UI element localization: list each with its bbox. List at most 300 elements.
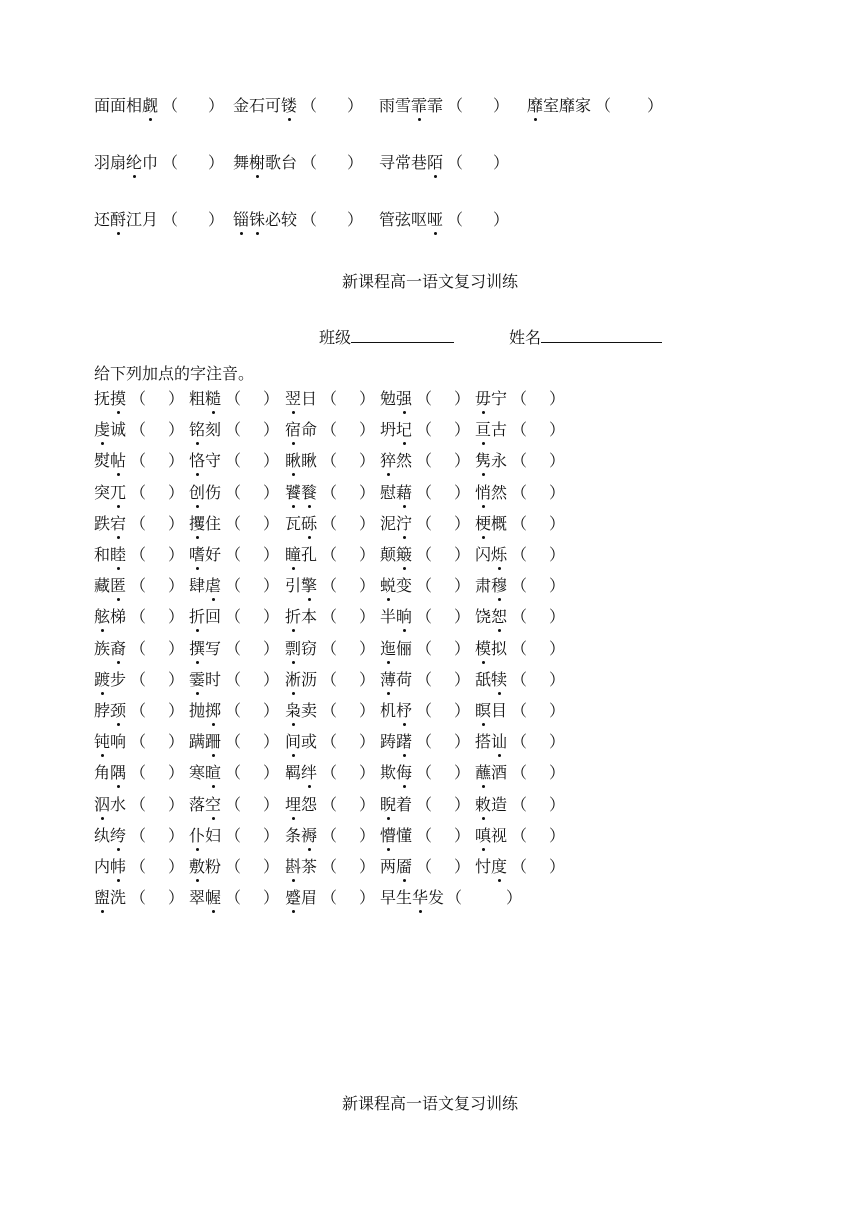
term-char: 熨 [94,451,111,470]
word-item [94,389,126,409]
answer-paren: （ [511,639,528,658]
answer-paren: （ [511,826,528,845]
answer-paren: （ [511,670,528,689]
dotted-char: 创 [189,483,206,502]
dotted-char: 铭 [189,420,206,439]
word-item [380,701,412,721]
dotted-char: 颈 [110,701,127,720]
answer-paren: ） [168,514,185,533]
word-item [94,420,126,440]
term-char: 必 [265,210,282,229]
term-char: 水 [110,795,127,814]
answer-paren: ） [168,451,185,470]
answer-paren: ） [549,857,566,876]
word-item [380,732,412,752]
term-text [475,483,507,502]
answer-paren: ） [347,153,364,172]
word-item [285,732,317,752]
answer-paren: ） [647,96,664,115]
dotted-char: 埋 [285,795,302,814]
term-char: 霏 [427,96,444,115]
answer-paren: （ [130,545,147,564]
word-item [189,888,221,908]
answer-paren: ） [359,514,376,533]
dotted-char: 瞑 [475,701,492,720]
word-item [380,576,412,596]
word-item [380,826,412,846]
answer-paren: ） [208,96,225,115]
idiom-item [527,96,591,116]
answer-paren: （ [416,420,433,439]
dotted-char: 虐 [205,576,222,595]
dotted-char: 蜕 [380,576,397,595]
term-text [94,96,158,115]
term-char: 还 [94,210,111,229]
answer-paren: ） [208,153,225,172]
term-char: 粗 [189,389,206,408]
term-text [233,210,297,229]
term-char: 角 [94,763,111,782]
term-char: 写 [205,639,222,658]
dotted-char: 宿 [285,420,302,439]
answer-paren: （ [321,607,338,626]
word-item [94,451,126,471]
answer-paren: ） [263,545,280,564]
term-char: 舐 [475,670,492,689]
dotted-char: 瞳 [285,545,302,564]
term-text [285,545,317,564]
term-text [475,732,507,751]
word-item [380,607,412,627]
term-char: 伤 [205,483,222,502]
term-text [233,96,297,115]
answer-paren: （ [130,607,147,626]
word-item [285,607,317,627]
term-text [380,826,412,845]
term-char: 孔 [301,545,318,564]
dotted-char: 攫 [189,514,206,533]
answer-paren: ） [263,763,280,782]
term-char: 颠 [380,545,397,564]
term-char: 落 [189,795,206,814]
dotted-char: 讪 [491,732,508,751]
word-item [189,701,221,721]
answer-paren: （ [416,795,433,814]
word-item [94,701,126,721]
dotted-char: 幄 [205,888,222,907]
term-text [380,639,412,658]
answer-paren: ） [454,607,471,626]
term-char: 相 [126,96,143,115]
word-item [475,732,507,752]
term-text [285,514,317,533]
term-char: 石 [249,96,266,115]
term-text [285,732,317,751]
word-item [475,826,507,846]
term-char: 饶 [475,607,492,626]
term-char: 早 [380,888,397,907]
answer-paren: （ [321,483,338,502]
dotted-char: 蘸 [475,763,492,782]
idiom-item [233,153,297,173]
term-text [285,451,317,470]
term-text [380,670,412,689]
answer-paren: ） [549,545,566,564]
term-char: 寒 [189,763,206,782]
answer-paren: ） [168,483,185,502]
answer-paren: ） [168,607,185,626]
answer-paren: ） [263,888,280,907]
word-item [189,763,221,783]
term-text [94,639,126,658]
term-char: 内 [94,857,111,876]
term-text [189,826,221,845]
dotted-char: 跚 [205,732,222,751]
answer-paren: ） [168,670,185,689]
section-title: 新课程高一语文复习训练 [341,272,518,291]
term-char: 时 [205,670,222,689]
word-item [475,701,507,721]
answer-paren: （ [321,639,338,658]
word-item [475,763,507,783]
answer-paren: ） [359,857,376,876]
word-item [189,670,221,690]
instruction: 给下列加点的字注音。 [94,364,255,383]
dotted-char: 绔 [110,826,127,845]
answer-paren: ） [454,857,471,876]
answer-paren: （ [225,545,242,564]
answer-paren: ） [454,483,471,502]
term-char: 泥 [380,514,397,533]
answer-paren: ） [454,389,471,408]
word-item [189,639,221,659]
term-text [94,483,126,502]
word-item [189,732,221,752]
answer-paren: ） [263,670,280,689]
answer-paren: （ [130,389,147,408]
term-text [189,607,221,626]
answer-paren: ） [168,795,185,814]
answer-paren: （ [511,451,528,470]
answer-paren: ） [454,670,471,689]
term-text [380,888,444,907]
answer-paren: ） [454,763,471,782]
term-text [94,607,126,626]
dotted-char: 擎 [301,576,318,595]
dotted-char: 砾 [301,514,318,533]
term-char: 懂 [396,826,413,845]
word-item [94,826,126,846]
answer-paren: （ [225,857,242,876]
word-item [94,639,126,659]
answer-paren: （ [321,514,338,533]
dotted-char: 瞅 [285,451,302,470]
word-item [189,389,221,409]
term-char: 面 [110,96,127,115]
answer-paren: （ [321,389,338,408]
term-char: 妇 [205,826,222,845]
term-char: 管 [379,210,396,229]
answer-paren: （ [225,795,242,814]
term-char: 金 [233,96,250,115]
answer-paren: ） [168,389,185,408]
dotted-char: 蹙 [285,888,302,907]
term-text [94,420,126,439]
term-char: 诚 [110,420,127,439]
term-char: 俪 [396,639,413,658]
term-text [285,389,317,408]
term-char: 勉 [380,389,397,408]
answer-paren: ） [359,389,376,408]
term-char: 发 [428,888,445,907]
term-char: 和 [94,545,111,564]
term-char: 台 [281,153,298,172]
term-text [285,857,317,876]
answer-paren: （ [446,888,463,907]
word-item [475,514,507,534]
answer-paren: （ [225,826,242,845]
word-item [94,795,126,815]
term-text [189,732,221,751]
term-text [475,826,507,845]
answer-paren: （ [416,826,433,845]
answer-paren: ） [549,451,566,470]
term-text [94,763,126,782]
term-char: 回 [205,607,222,626]
term-text [189,701,221,720]
term-char: 靡 [559,96,576,115]
answer-paren: （ [130,483,147,502]
answer-paren: （ [416,763,433,782]
answer-paren: ） [493,96,510,115]
answer-paren: （ [225,576,242,595]
term-char: 忖 [475,857,492,876]
word-item [189,576,221,596]
word-item [189,514,221,534]
answer-paren: ） [454,701,471,720]
word-item [285,826,317,846]
term-text [94,153,158,172]
answer-paren: ） [263,857,280,876]
word-item [94,857,126,877]
answer-paren: （ [225,732,242,751]
answer-paren: （ [321,576,338,595]
term-char: 家 [575,96,592,115]
term-text [380,732,412,751]
dotted-char: 簸 [396,545,413,564]
dotted-char: 隅 [110,763,127,782]
answer-paren: ） [549,670,566,689]
term-text [380,763,412,782]
term-text [189,888,221,907]
answer-paren: ） [549,607,566,626]
term-text [94,389,126,408]
dotted-char: 薄 [380,670,397,689]
answer-paren: ） [359,826,376,845]
term-char: 怨 [301,795,318,814]
answer-paren: （ [321,451,338,470]
term-text [380,420,412,439]
word-item [285,483,317,503]
dotted-char: 纶 [126,153,143,172]
term-text [285,763,317,782]
term-text [189,763,221,782]
dotted-char: 淅 [285,670,302,689]
answer-paren: ） [263,514,280,533]
word-item [475,576,507,596]
term-text [189,576,221,595]
answer-paren: ） [359,795,376,814]
answer-paren: （ [447,210,464,229]
word-item [285,545,317,565]
dotted-char: 霏 [411,96,428,115]
dotted-char: 裔 [110,639,127,658]
word-item [380,888,444,908]
answer-paren: （ [447,153,464,172]
class-blank[interactable] [351,325,454,343]
term-char: 拟 [491,639,508,658]
term-char: 守 [205,451,222,470]
answer-paren: ） [359,576,376,595]
term-text [94,545,126,564]
word-item [380,670,412,690]
answer-paren: ） [549,576,566,595]
answer-paren: （ [511,545,528,564]
term-text [94,210,158,229]
answer-paren: （ [511,701,528,720]
term-char: 眉 [301,888,318,907]
term-text [285,826,317,845]
idiom-item [94,96,158,116]
answer-paren: （ [225,483,242,502]
word-item [189,451,221,471]
dotted-char: 翌 [285,389,302,408]
dotted-char: 懵 [380,826,397,845]
answer-paren: （ [595,96,612,115]
term-char: 着 [396,795,413,814]
answer-paren: （ [416,857,433,876]
term-char: 生 [396,888,413,907]
dotted-char: 枭 [285,701,302,720]
dotted-char: 剽 [285,639,302,658]
answer-paren: （ [130,888,147,907]
idiom-item [379,153,443,173]
answer-paren: （ [130,763,147,782]
class-label: 班级 [319,328,352,347]
dotted-char: 饕 [285,483,302,502]
dotted-char: 霎 [189,670,206,689]
word-item [285,795,317,815]
term-char: 梯 [110,607,127,626]
dotted-char: 藉 [396,483,413,502]
term-char: 瞅 [301,451,318,470]
term-char: 翠 [189,888,206,907]
dotted-char: 暄 [205,763,222,782]
term-text [94,576,126,595]
term-char: 荷 [396,670,413,689]
word-item [380,389,412,409]
term-text [285,795,317,814]
answer-paren: （ [130,420,147,439]
term-char: 扇 [110,153,127,172]
footer-title: 新课程高一语文复习训练 [341,1094,518,1113]
word-item [285,576,317,596]
term-text [94,514,126,533]
term-char: 闪 [475,545,492,564]
term-char: 羽 [94,153,111,172]
term-char: 呕 [411,210,428,229]
term-char: 窃 [301,639,318,658]
answer-paren: ） [359,545,376,564]
word-item [475,389,507,409]
answer-paren: ） [168,420,185,439]
term-text [475,670,507,689]
dotted-char: 铢 [249,210,266,229]
answer-paren: （ [511,389,528,408]
dotted-char: 泞 [396,514,413,533]
answer-paren: （ [225,607,242,626]
answer-paren: ） [359,701,376,720]
answer-paren: ） [359,732,376,751]
term-char: 纨 [94,826,111,845]
dotted-char: 锱 [233,210,250,229]
answer-paren: （ [511,857,528,876]
answer-paren: （ [130,857,147,876]
term-char: 然 [396,451,413,470]
answer-paren: ） [454,795,471,814]
word-item [94,483,126,503]
dotted-char: 匿 [110,576,127,595]
dotted-char: 兀 [110,483,127,502]
answer-paren: ） [359,607,376,626]
term-char: 造 [491,795,508,814]
answer-paren: ） [168,639,185,658]
dotted-char: 晌 [396,607,413,626]
idiom-item [94,153,158,173]
dotted-char: 敕 [475,795,492,814]
dotted-char: 犊 [491,670,508,689]
name-blank[interactable] [541,325,662,343]
answer-paren: ） [549,795,566,814]
term-text [189,451,221,470]
answer-paren: （ [416,389,433,408]
answer-paren: ） [168,732,185,751]
term-text [94,888,126,907]
word-item [285,670,317,690]
word-item [475,451,507,471]
word-item [189,857,221,877]
word-item [380,763,412,783]
term-text [94,826,126,845]
term-char: 月 [142,210,159,229]
idiom-item [379,96,443,116]
answer-paren: ） [493,153,510,172]
answer-paren: （ [225,389,242,408]
dotted-char: 斟 [285,857,302,876]
term-char: 巷 [411,153,428,172]
term-text [285,576,317,595]
answer-paren: ） [168,545,185,564]
dotted-char: 摸 [110,389,127,408]
dotted-char: 烁 [491,545,508,564]
word-item [285,763,317,783]
term-char: 脖 [94,701,111,720]
term-text [475,389,507,408]
term-char: 面 [94,96,111,115]
term-text [380,857,412,876]
answer-paren: （ [321,732,338,751]
name-label: 姓名 [509,328,542,347]
